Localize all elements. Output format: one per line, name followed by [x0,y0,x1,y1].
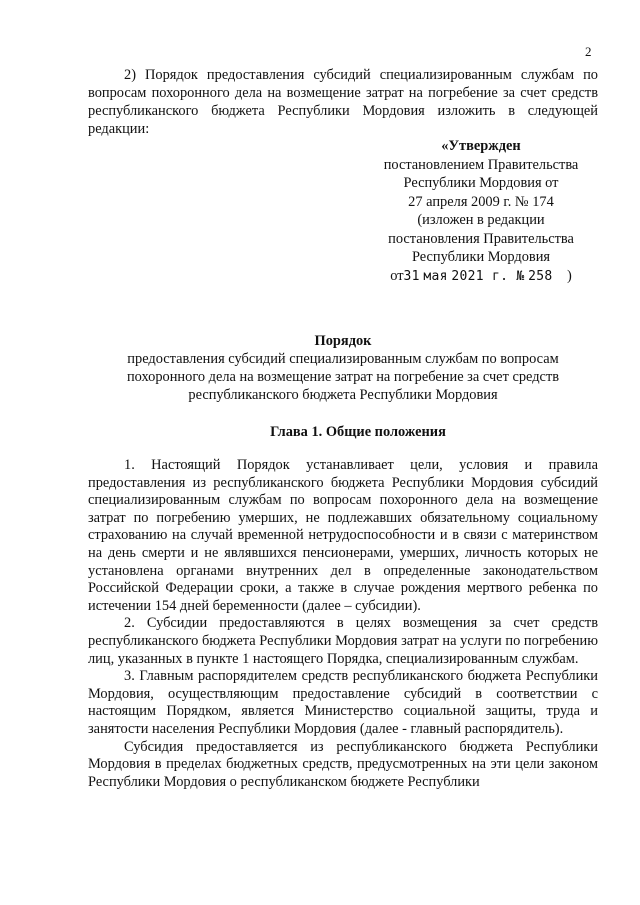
document-title [88,332,598,404]
approval-close-paren: ) [566,267,572,284]
document-title-heading: Порядок [314,333,372,349]
document-body [88,457,598,791]
approval-date-day: 31 [403,268,420,284]
document-subtitle-line-2: похоронного дела на возмещение затрат на погребение за счет средств [126,369,560,385]
body-paragraph-2: 2. Субсидии предоставляются в целях возмещения за счет средств республиканского бюджета Республики Мордовия затрат на услуги по погребению лиц, указанных в пункте 1 настоящего Порядка, специализированным службам. [88,615,598,667]
approval-line-3: Республики Мордовия от [403,175,559,191]
approval-date-month: мая [423,268,448,284]
approval-date-prefix: от [390,267,404,284]
approval-line-2: постановлением Правительства [383,156,579,173]
approval-line-8 [362,267,600,287]
approval-line-6: постановления Правительства [388,230,574,247]
body-paragraph-3: 3. Главным распорядителем средств республиканского бюджета Республики Мордовия, осуществляющим предоставление субсидий в соответствии с настоящим Порядком, является Министерство социальной защиты, труда и занятости населения Республики Мордовия (далее - главный распорядитель). [88,668,598,737]
approval-line-7: Республики Мордовия [411,249,551,265]
document-subtitle-line-3: республиканского бюджета Республики Мордовия [188,387,498,403]
body-paragraph-1: 1. Настоящий Порядок устанавливает цели, условия и правила предоставления из республиканского бюджета Республики Мордовия субсидий специализированным службам по вопросам похоронного дела на возмещение затрат по погребению умерших, не подлежавших обязательному социальному страхованию на случай временной нетрудоспособности и в связи с материнством на день смерти и не являвшихся пенсионерами, умерших, личность которых не установлена органами внутренних дел в определенные законодательством Российской Федерации сроки, а также в случае рождения мертвого ребенка по истечении 154 дней беременности (далее – субсидии). [88,457,598,614]
approval-date-year: 2021 г. № [451,268,525,284]
body-paragraph-4: Субсидия предоставляется из республиканского бюджета Республики Мордовия в пределах бюджетных средств, предусмотренных на эти цели законом Республики Мордовия о республиканском бюджете Республики [88,738,598,790]
approval-line-1: «Утвержден [441,138,521,154]
intro-paragraph: 2) Порядок предоставления субсидий специализированным службам по вопросам похоронного дела на возмещение затрат на погребение за счет средств республиканского бюджета Республики Мордовия изложить в следующей редакции: [88,67,598,137]
approval-line-5: (изложен в редакции [417,212,545,228]
chapter-heading: Глава 1. Общие положения [270,424,446,440]
document-subtitle-line-1: предоставления субсидий специализированным службам по вопросам [127,351,559,367]
approval-doc-number: 258 [528,268,553,284]
approval-line-4: 27 апреля 2009 г. № 174 [408,193,554,210]
page-number: 2 [585,44,592,59]
approval-stamp-block [362,137,600,286]
